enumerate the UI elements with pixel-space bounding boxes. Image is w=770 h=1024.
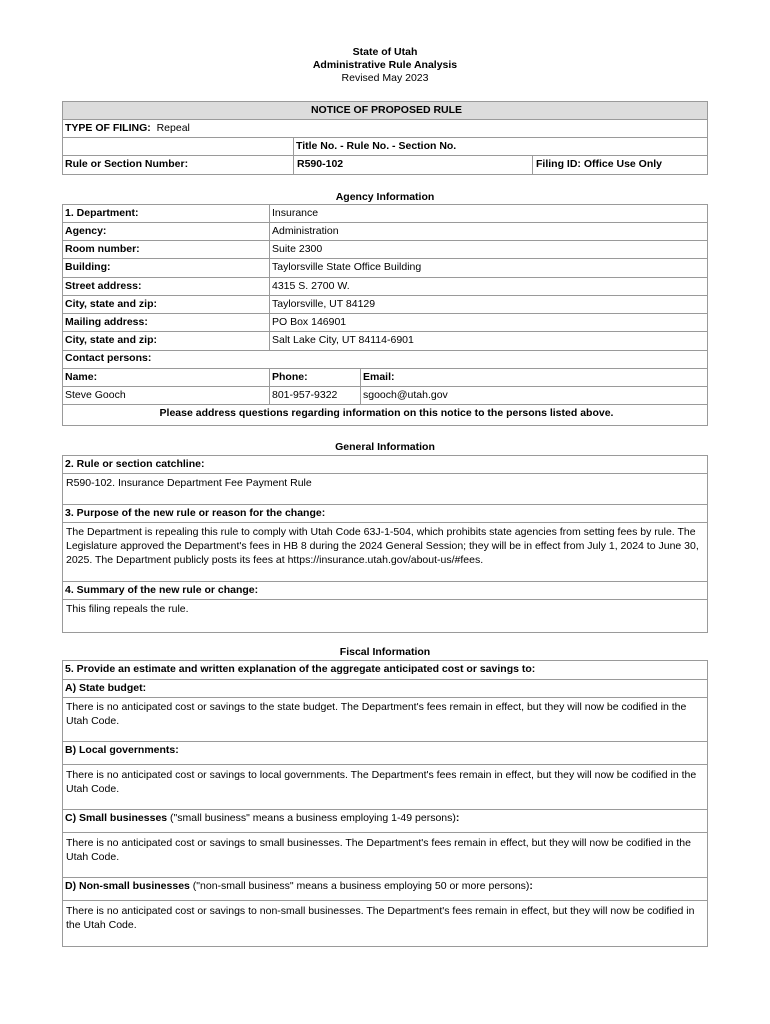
q2-value: R590-102. Insurance Department Fee Payment Rule (66, 477, 312, 489)
revision-date: Revised May 2023 (341, 72, 429, 84)
mailing-address-value: PO Box 146901 (272, 316, 347, 328)
q4-value: This filing repeals the rule. (66, 603, 189, 615)
non-small-businesses-colon: : (529, 880, 533, 892)
non-small-businesses-value: There is no anticipated cost or savings to non-small businesses. The Department's fees remain in effect, but they will now be codified in the Utah Code. (66, 905, 695, 931)
small-businesses-title: C) Small businesses (65, 812, 168, 824)
city-state-zip-label: City, state and zip: (65, 298, 157, 310)
room-number-label: Room number: (65, 243, 140, 255)
small-businesses-colon: : (455, 812, 460, 824)
q2-label: 2. Rule or section catchline: (65, 458, 205, 470)
q5-label: 5. Provide an estimate and written explanation of the aggregate anticipated cost or savings to: (65, 663, 536, 675)
room-number-value: Suite 2300 (272, 243, 323, 255)
street-address-label: Street address: (65, 280, 142, 292)
type-of-filing (62, 120, 190, 137)
contact-phone: 801-957-9322 (272, 389, 338, 401)
building-value: Taylorsville State Office Building (272, 261, 422, 273)
type-of-filing-label: TYPE OF FILING: (65, 122, 151, 134)
small-businesses-note: ("small business" means a business employing 1-49 persons) (170, 812, 456, 824)
local-governments-value: There is no anticipated cost or savings to local governments. The Department's fees remain in effect, but they will now be codified in the Utah Code. (66, 769, 697, 795)
email-header: Email: (363, 371, 395, 383)
agency-footer-note: Please address questions regarding information on this notice to the persons listed above. (159, 407, 614, 419)
document-header (0, 46, 770, 85)
title-rule-section-header: Title No. - Rule No. - Section No. (296, 140, 457, 152)
agency-value: Administration (272, 225, 339, 237)
state-budget-value: There is no anticipated cost or savings to the state budget. The Department's fees remain in effect, but they will now be codified in the Utah Code. (66, 701, 687, 727)
non-small-businesses-title: D) Non-small businesses (65, 880, 190, 892)
phone-header: Phone: (272, 371, 308, 383)
state-budget-label: A) State budget: (65, 682, 147, 694)
department-label: 1. Department: (65, 207, 139, 219)
city-state-zip-value: Taylorsville, UT 84129 (272, 298, 376, 310)
contact-persons-label: Contact persons: (65, 352, 152, 364)
name-header: Name: (65, 371, 98, 383)
fiscal-heading: Fiscal Information (339, 646, 431, 658)
street-address-value: 4315 S. 2700 W. (272, 280, 350, 292)
contact-name: Steve Gooch (65, 389, 126, 401)
small-businesses-value: There is no anticipated cost or savings to small businesses. The Department's fees remain in effect, but they will now be codified in the Utah Code. (66, 837, 691, 863)
analysis-title: Administrative Rule Analysis (312, 59, 458, 71)
state-title: State of Utah (352, 46, 418, 58)
local-governments-label: B) Local governments: (65, 744, 179, 756)
q3-value: The Department is repealing this rule to comply with Utah Code 63J-1-504, which prohibits state agencies from setting fees by rule. The Legislature approved the Department's fees in HB 8 during the 2024 General Session; they will be in effect from July 1, 2024 to June 30, 2025. The Department publicly posts its fees at https://insurance.utah.gov/about-us/#fees. (66, 526, 699, 566)
filing-id: Filing ID: Office Use Only (536, 158, 663, 170)
mailing-city-state-zip-value: Salt Lake City, UT 84114-6901 (272, 334, 414, 346)
q3-label: 3. Purpose of the new rule or reason for the change: (65, 507, 326, 519)
notice-title: NOTICE OF PROPOSED RULE (310, 104, 463, 116)
rule-number-label: Rule or Section Number: (65, 158, 189, 170)
q4-label: 4. Summary of the new rule or change: (65, 584, 259, 596)
building-label: Building: (65, 261, 111, 273)
rule-number-value: R590-102 (297, 158, 344, 170)
mailing-city-state-zip-label: City, state and zip: (65, 334, 157, 346)
agency-label: Agency: (65, 225, 107, 237)
non-small-businesses-label (62, 878, 533, 895)
agency-heading: Agency Information (335, 191, 435, 203)
general-heading: General Information (335, 441, 435, 453)
department-value: Insurance (272, 207, 319, 219)
contact-email[interactable]: sgooch@utah.gov (363, 389, 448, 401)
mailing-address-label: Mailing address: (65, 316, 148, 328)
type-of-filing-value: Repeal (156, 122, 190, 134)
non-small-businesses-note: ("non-small business" means a business employing 50 or more persons) (192, 880, 530, 892)
small-businesses-label (62, 810, 459, 827)
